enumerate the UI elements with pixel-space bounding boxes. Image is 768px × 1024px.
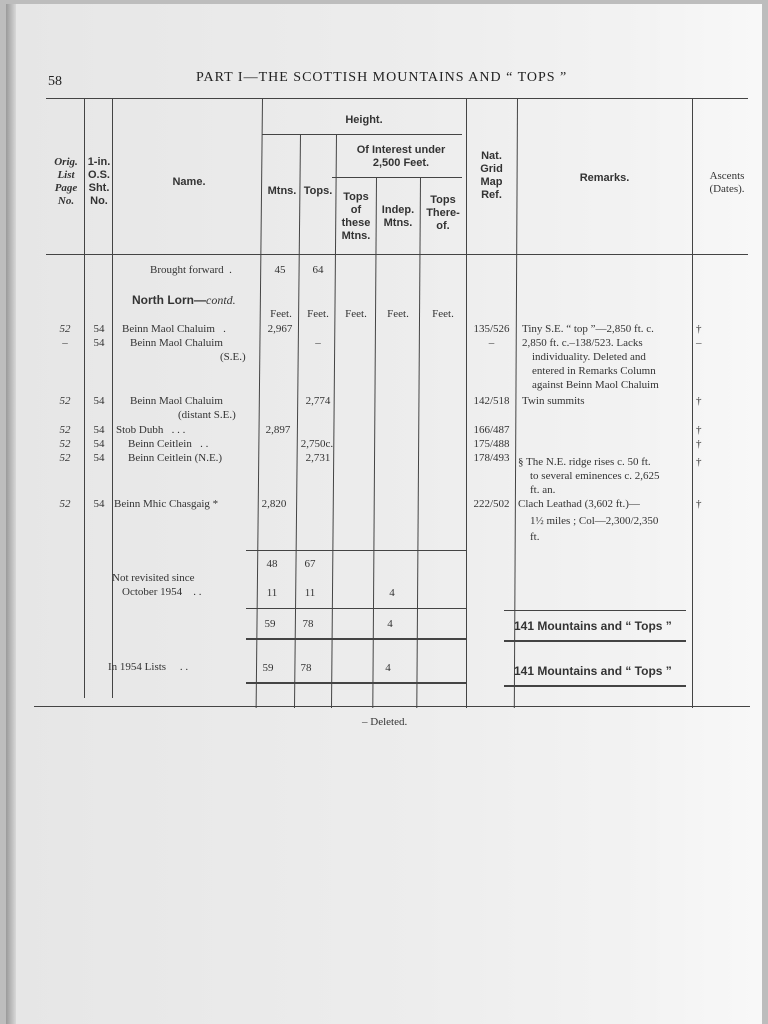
header-ascents: Ascents (Dates). [709,170,745,195]
mountain-name: Beinn Mhic Chasgaig * [114,498,219,510]
col-rule-2 [112,98,113,698]
grid-ref: 135/526 [473,323,510,335]
remarks: Tiny S.E. “ top ”—2,850 ft. c. [522,323,654,335]
not-revisited-mtns: 11 [266,587,278,599]
ascent-mark: † [696,395,702,407]
remarks-line3: ft. [530,531,540,543]
header-orig: Orig. List Page No. [54,156,78,207]
mountain-name-qualifier: (S.E.) [220,351,246,363]
unit-tops: Feet. [307,308,329,320]
ascent-mark: – [696,337,702,349]
grid-ref: 166/487 [473,424,510,436]
ascent-mark: † [696,323,702,335]
interest-under-rule [332,177,462,178]
grid-ref: 178/493 [473,452,510,464]
remarks: Clach Leathad (3,602 ft.)— [518,498,640,510]
remarks: 2,850 ft. c.–138/523. Lacks [522,337,643,349]
unit-tops-thereof: Feet. [432,308,454,320]
col-rule-7 [416,177,421,708]
remarks-double-rule [504,640,686,642]
header-interest: Of Interest under 2,500 Feet. [356,144,446,169]
header-height: Height. [345,114,383,126]
os-sheet: 54 [93,452,105,464]
mountain-name: Beinn Ceitlein . . [128,438,209,450]
ascent-mark: † [696,498,702,510]
os-sheet: 54 [93,498,105,510]
height-tops: 2,750c. [300,438,334,450]
mountain-name: Beinn Maol Chaluim . [122,323,226,335]
os-sheet: 54 [93,323,105,335]
unit-indep: Feet. [387,308,409,320]
remarks-line2: 1½ miles ; Col—2,300/2,350 [530,515,659,527]
total-tops: 78 [302,618,314,630]
height-mtns: 2,820 [261,498,287,510]
ascent-mark: † [696,438,702,450]
binding-shadow [6,4,16,1024]
lists-1954-label: In 1954 Lists . . [108,661,189,673]
unit-tops-of: Feet. [345,308,367,320]
total-remarks: 141 Mountains and “ Tops ” [514,619,672,633]
footnote: – Deleted. [362,716,408,728]
mountain-name-qualifier: (distant S.E.) [178,409,236,421]
col-rule-1 [84,98,85,698]
book-page [6,4,762,1024]
total-indep: 4 [387,618,393,630]
grid-ref: 175/488 [473,438,510,450]
table-top-rule [46,98,748,99]
orig-page: 52 [59,452,71,464]
mountain-name: Stob Dubh . . . [116,424,186,436]
orig-page: 52 [59,395,71,407]
os-sheet: 54 [93,424,105,436]
header-remarks: Remarks. [579,172,630,184]
running-head: PART I—THE SCOTTISH MOUNTAINS AND “ TOPS ” [196,70,568,85]
lists-1954-remarks: 141 Mountains and “ Tops ” [514,664,672,678]
orig-page: 52 [59,438,71,450]
not-revisited-indep: 4 [389,587,395,599]
grid-ref: – [488,337,495,349]
height-mtns: 2,897 [265,424,291,436]
mountain-name: Beinn Maol Chaluim [130,337,223,349]
ascent-mark: † [696,424,702,436]
remarks-line3: entered in Remarks Column [532,365,656,377]
unit-mtns: Feet. [270,308,292,320]
header-name: Name. [172,176,206,188]
remarks-line4: against Beinn Maol Chaluim [532,379,659,391]
header-grid-ref: Nat. Grid Map Ref. [480,150,503,201]
lists-1954-mtns: 59 [262,662,274,674]
table-bottom-rule [34,706,750,707]
page-number: 58 [48,74,62,89]
orig-page: 52 [59,424,71,436]
height-mtns: 2,967 [267,323,293,335]
not-revisited-label: Not revisited since [112,572,195,584]
orig-page: 52 [59,498,71,510]
header-tops-thereof: Tops There- of. [426,194,460,232]
remarks: Twin summits [522,395,585,407]
orig-page: 52 [59,323,71,335]
subtotal-tops: 67 [304,558,316,570]
header-mtns: Mtns. [267,185,297,197]
brought-forward-mtns: 45 [274,264,286,276]
brought-forward-tops: 64 [312,264,324,276]
grid-ref: 222/502 [473,498,510,510]
height-tops: 2,774 [305,395,331,407]
remarks-total-rule [504,610,686,611]
os-sheet: 54 [93,395,105,407]
lists-1954-tops: 78 [300,662,312,674]
grid-ref: 142/518 [473,395,510,407]
lists-double-rule [246,682,466,684]
header-bottom-rule [46,254,748,255]
lists-1954-indep: 4 [385,662,391,674]
not-revisited-date: October 1954 . . [122,586,202,598]
brought-forward-label: Brought forward . [150,264,232,276]
remarks-line2: to several eminences c. 2,625 [530,470,660,482]
subtotal-mtns: 48 [266,558,278,570]
ascent-mark: † [696,456,702,468]
remarks-line3: ft. an. [530,484,556,496]
height-tops: 2,731 [305,452,331,464]
total-mtns: 59 [264,618,276,630]
header-indep: Indep. Mtns. [381,204,415,229]
section-heading: North Lorn—contd. [132,293,236,307]
remarks-lists-rule [504,685,686,687]
header-os-sheet: 1-in. O.S. Sht. No. [87,156,111,207]
height-under-rule [262,134,462,135]
orig-page: – [62,337,68,349]
not-revisited-tops: 11 [304,587,316,599]
mountain-name: Beinn Maol Chaluim [130,395,223,407]
os-sheet: 54 [93,438,105,450]
col-rule-10 [692,98,693,708]
remarks-line2: individuality. Deleted and [532,351,646,363]
height-tops: – [315,337,321,349]
total-double-rule [246,638,466,640]
os-sheet: 54 [93,337,105,349]
mountain-name: Beinn Ceitlein (N.E.) [128,452,223,464]
total-rule [246,608,466,609]
header-tops: Tops. [303,185,333,197]
remarks: § The N.E. ridge rises c. 50 ft. [518,456,651,468]
subtotal-rule [246,550,466,551]
header-tops-of-mtns: Tops of these Mtns. [341,191,371,242]
